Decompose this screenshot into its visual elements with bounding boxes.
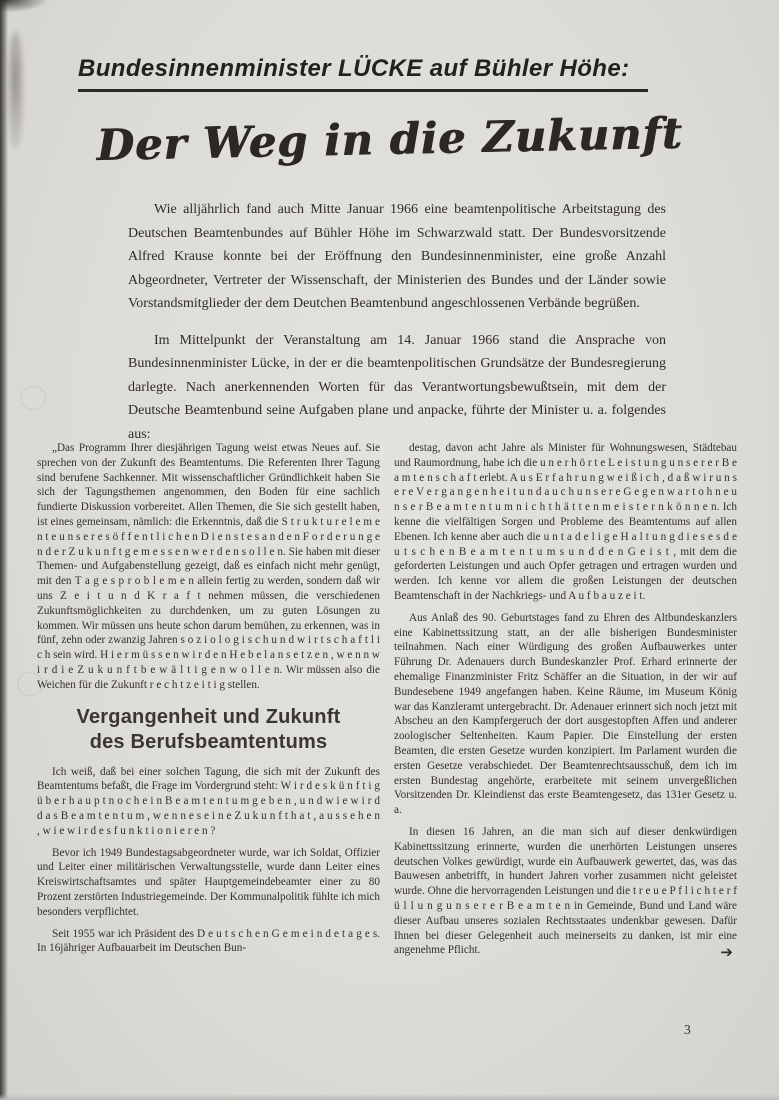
article-title-script: Der Weg in die Zukunft xyxy=(95,108,684,172)
body-paragraph: Seit 1955 war ich Präsident des D e u t s c h e n G e m e i n d e t a g e s. In 16jähriger Aufbauarbeit im Deutschen Bun- xyxy=(37,927,380,955)
section-heading xyxy=(37,705,380,755)
two-column-body xyxy=(37,441,737,1026)
body-paragraph xyxy=(394,825,737,962)
intro-paragraph: Im Mittelpunkt der Veranstaltung am 14. Januar 1966 stand die Ansprache von Bundesinnenminister Lücke, in der er die beamtenpolitischen Grundsätze der Bundesregierung darlegte. Nach anerkennenden Worten für das Verantwortungsbewußtsein, mit dem der Deutsche Beamtenbund seine Aufgaben plane und anpacke, führte der Minister u. a. folgendes aus: xyxy=(128,332,666,442)
right-column xyxy=(394,441,737,1026)
intro-paragraph: Wie alljährlich fand auch Mitte Januar 1966 eine beamtenpolitische Arbeitstagung des Deutschen Beamtenbundes auf Bühler Höhe im Schwarzwald statt. Der Bundesvorsitzende Alfred Krause konnte bei der Eröffnung den Bundesinnenminister, eine große Anzahl Abgeordneter, Vertreter der Wissenschaft, der Ministerien des Bundes und der Länder sowie Vorstandsmitglieder der dem Deutchen Beamtenbund angeschlossenen Verbände begrüßen. xyxy=(128,202,666,311)
section-heading-line: des Berufsbeamtentums xyxy=(89,730,328,753)
body-paragraph: „Das Programm Ihrer diesjährigen Tagung weist etwas Neues auf. Sie sprechen von der Zukunft des Beamtentums. Die Referenten Ihrer Tagung sind berufene Sachkenner. Mit wissenschaftlicher Gründlichkeit haben Sie sich der Tagungsthemen angenommen, den Boden für eine sachlich fundierte Diskussion vorbereitet. Allen Themen, die Sie sich gestellt haben, ist eines gemeinsam, nämlich: die Erkenntnis, daß die S t r u k t u r e l e m e n t e u n s e r e s ö f f e n t l i c h e n D i e n s t e s a n d e n F o r d e r u n g e n d e r Z u k u n f t g e m e s s e n w e r d e n s o l l e n. Sie haben mit dieser Themen- und Aufgabenstellung gezeigt, daß es einfach nicht mehr genügt, mit den T a g e s p r o b l e m e n allein fertig zu werden, sondern daß wir uns Z e i t u n d K r a f t nehmen müssen, die verschiedenen Zukunftsmöglichkeiten zu durchdenken, um zu guten Lösungen zu kommen. Wir müssen uns heute schon darum bemühen, zu erkennen, was in fünf, zehn oder zwanzig Jahren s o z i o l o g i s c h u n d w i r t s c h a f t l i c h sein wird. H i e r m ü s s e n w i r d e n H e b e l a n s e t z e n , w e n n w i r d i e Z u k u n f t b e w ä l t i g e n w o l l e n. Wir müssen also die Weichen für die Zukunft r e c h t z e i t i g stellen. xyxy=(37,442,381,691)
kicker-headline: Bundesinnenminister LÜCKE auf Bühler Höhe: xyxy=(78,54,648,92)
scan-bottom-shadow xyxy=(0,1094,779,1100)
punch-hole-mark xyxy=(20,386,46,410)
page-number: 3 xyxy=(684,1022,691,1037)
body-paragraph: destag, davon acht Jahre als Minister für Wohnungswesen, Städtebau und Raumordnung, habe ich die u n e r h ö r t e L e i s t u n g u n s e r e r B e a m t e n s c h a f t erlebt. A u s E r f a h r u n g w e i ß i c h , d a ß w i r u n s e r e V e r g a n g e n h e i t u n d a u c h u n s e r e G e g e n w a r t o h n e u n s e r B e a m t e n t u m n i c h t h ä t t e n m e i s t e r n k ö n n e n. Ich kenne die vielfältigen Sorgen und Probleme des Beamtentums auf allen Ebenen. Ich kenne aber auch die u n t a d e l i g e H a l t u n g d i e s e s d e u t s c h e n B e a m t e n t u m s u n d d e n G e i s t , mit dem die geforderten Leistungen und auch Opfer getragen und ertragen wurden und werden. Ich kenne vor allem die großen Leistungen der deutschen Beamtenschaft in der Nachkriegs- und A u f b a u z e i t. xyxy=(394,442,737,602)
intro-block xyxy=(128,198,666,459)
scan-corner-mark xyxy=(0,0,46,12)
continuation-arrow-icon: ➔ xyxy=(720,943,733,962)
body-paragraph: Bevor ich 1949 Bundestagsabgeordneter wurde, war ich Soldat, Offizier und Leiter einer militärischen Verwaltungsstelle, wurde dann Leiter eines Kreiswirtschaftsamtes und später Hauptgemeindebeamter einer zu 80 Prozent zerstörten Industriegemeinde. Der Kommunalpolitik fühlte ich mich besonders verpflichtet. xyxy=(37,846,380,918)
body-paragraph: Aus Anlaß des 90. Geburtstages fand zu Ehren des Altbundeskanzlers eine Kabinettssitzung statt, an der alle bisherigen Bundesminister teilnahmen. Nach einer Würdigung des großen Aufbauwerkes unter Führung Dr. Adenauers durch Bundeskanzler Prof. Erhard erinnerte der ehemalige Finanzminister Fritz Schäffer an die Situation, in der wir auf Bundesebene 1949 angefangen haben. Keine Räume, im Museum König war das Kanzleramt untergebracht. Dr. Adenauer erinnert sich noch jetzt mit Abscheu an den Kampfergeruch der dort ausgestopften Affen und anderer zoologischer Seltenheiten. Kaum Papier. Die Einstellung der ersten Beamten, die ersten Gesetze wurden konzipiert. Im Parlament wurden die ersten Gesetze verabschiedet. Der Beamtenrechtsausschuß, dem ich im ersten Bundestag angehörte, erarbeitete mit seinem unvergeßlichen Vorsitzenden Dr. Kleindienst das erste Beamtengesetz, das 131er Gesetz u. a. xyxy=(394,611,737,817)
left-column xyxy=(37,441,380,1026)
body-paragraph-text: In diesen 16 Jahren, an die man sich auf dieser denkwürdigen Kabinettssitzung erinnerte, wurden die unerhörten Leistungen unseres deutschen Volkes gewürdigt, wurde ein Aufbauwerk gewertet, das, was das Bauwesen anbetrifft, in hundert Jahren vorher zusammen nicht geleistet wurde. Ohne die hervorragenden Leistungen und die t r e u e P f l i c h t e r f ü l l u n g u n s e r e r B e a m t e n in Gemeinde, Bund und Land wäre dieser Aufbau unseres sozialen Rechtsstaates undenkbar gewesen. Dafür Ihnen bei dieser Gelegenheit auch meinerseits zu danken, ist mir eine angenehme Pflicht. xyxy=(394,825,737,957)
section-heading-line: Vergangenheit und Zukunft xyxy=(76,705,341,728)
body-paragraph: Ich weiß, daß bei einer solchen Tagung, die sich mit der Zukunft des Beamtentums befaßt, die Frage im Vordergrund steht: W i r d e s k ü n f t i g ü b e r h a u p t n o c h e i n B e a m t e n t u m g e b e n , u n d w i e w i r d d a s B e a m t e n t u m , w e n n e s e i n e Z u k u n f t h a t , a u s s e h e n , w i e w i r d e s f u n k t i o n i e r e n ? xyxy=(37,765,380,837)
